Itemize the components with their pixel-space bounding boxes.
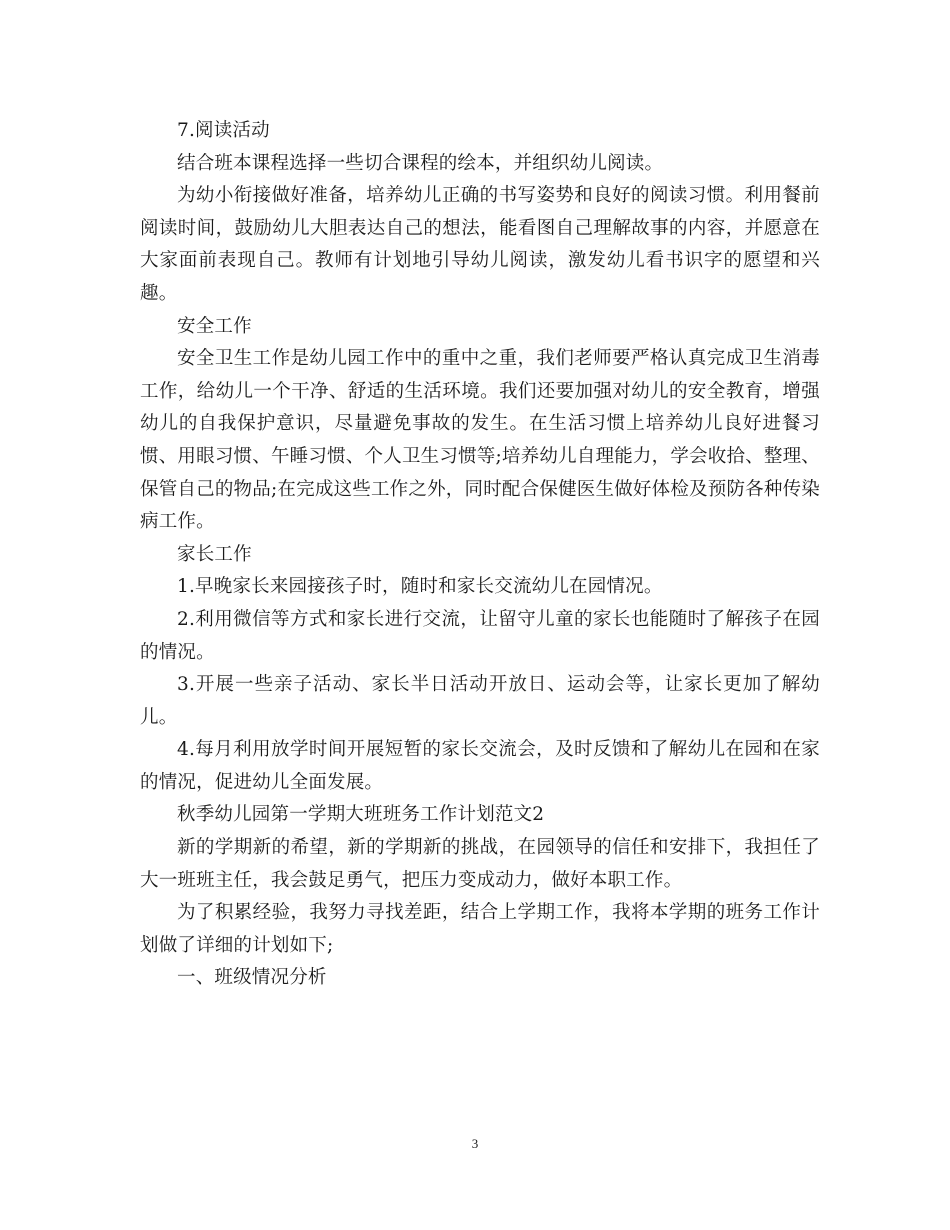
paragraph-new-semester: 新的学期新的希望，新的学期新的挑战，在园领导的信任和安排下，我担任了大一班班主任，我会鼓足勇气，把压力变成动力，做好本职工作。 (140, 837, 820, 891)
paragraph-reading-habits: 为幼小衔接做好准备，培养幼儿正确的书写姿势和良好的阅读习惯。利用餐前阅读时间，鼓励幼儿大胆表达自己的想法，能看图自己理解故事的内容，并愿意在大家面前表现自己。教师有计划地引导幼儿阅读，激发幼儿看书识字的愿望和兴趣。 (140, 185, 820, 304)
paragraph-safety-heading: 安全工作 (177, 315, 252, 337)
paragraph-parents-item-1: 1.早晚家长来园接孩子时，随时和家长交流幼儿在园情况。 (177, 576, 663, 598)
paragraph-sample-title-2: 秋季幼儿园第一学期大班班务工作计划范文2 (177, 804, 545, 826)
document-body (140, 115, 820, 995)
paragraph-parents-heading: 家长工作 (177, 543, 252, 565)
paragraph-parents-item-4: 4.每月利用放学时间开展短暂的家长交流会，及时反馈和了解幼儿在园和在家的情况，促进幼儿全面发展。 (140, 739, 820, 793)
paragraph-parents-item-2: 2.利用微信等方式和家长进行交流，让留守儿童的家长也能随时了解孩子在园的情况。 (140, 608, 820, 663)
paragraph-plan-intro: 为了积累经验，我努力寻找差距，结合上学期工作，我将本学期的班务工作计划做了详细的计划如下; (140, 902, 820, 956)
paragraph-class-analysis-heading: 一、班级情况分析 (177, 967, 327, 989)
paragraph-parents-item-3: 3.开展一些亲子活动、家长半日活动开放日、运动会等，让家长更加了解幼儿。 (140, 674, 820, 728)
paragraph-reading-books: 结合班本课程选择一些切合课程的绘本，并组织幼儿阅读。 (177, 152, 664, 174)
page-number: 3 (471, 1136, 479, 1151)
paragraph-reading-activity-heading: 7.阅读活动 (177, 120, 270, 141)
paragraph-safety-work: 安全卫生工作是幼儿园工作中的重中之重，我们老师要严格认真完成卫生消毒工作，给幼儿一个干净、舒适的生活环境。我们还要加强对幼儿的安全教育，增强幼儿的自我保护意识，尽量避免事故的发生。在生活习惯上培养幼儿良好进餐习惯、用眼习惯、午睡习惯、个人卫生习惯等;培养幼儿自理能力，学会收拾、整理、保管自己的物品;在完成这些工作之外，同时配合保健医生做好体检及预防各种传染病工作。 (140, 348, 820, 533)
